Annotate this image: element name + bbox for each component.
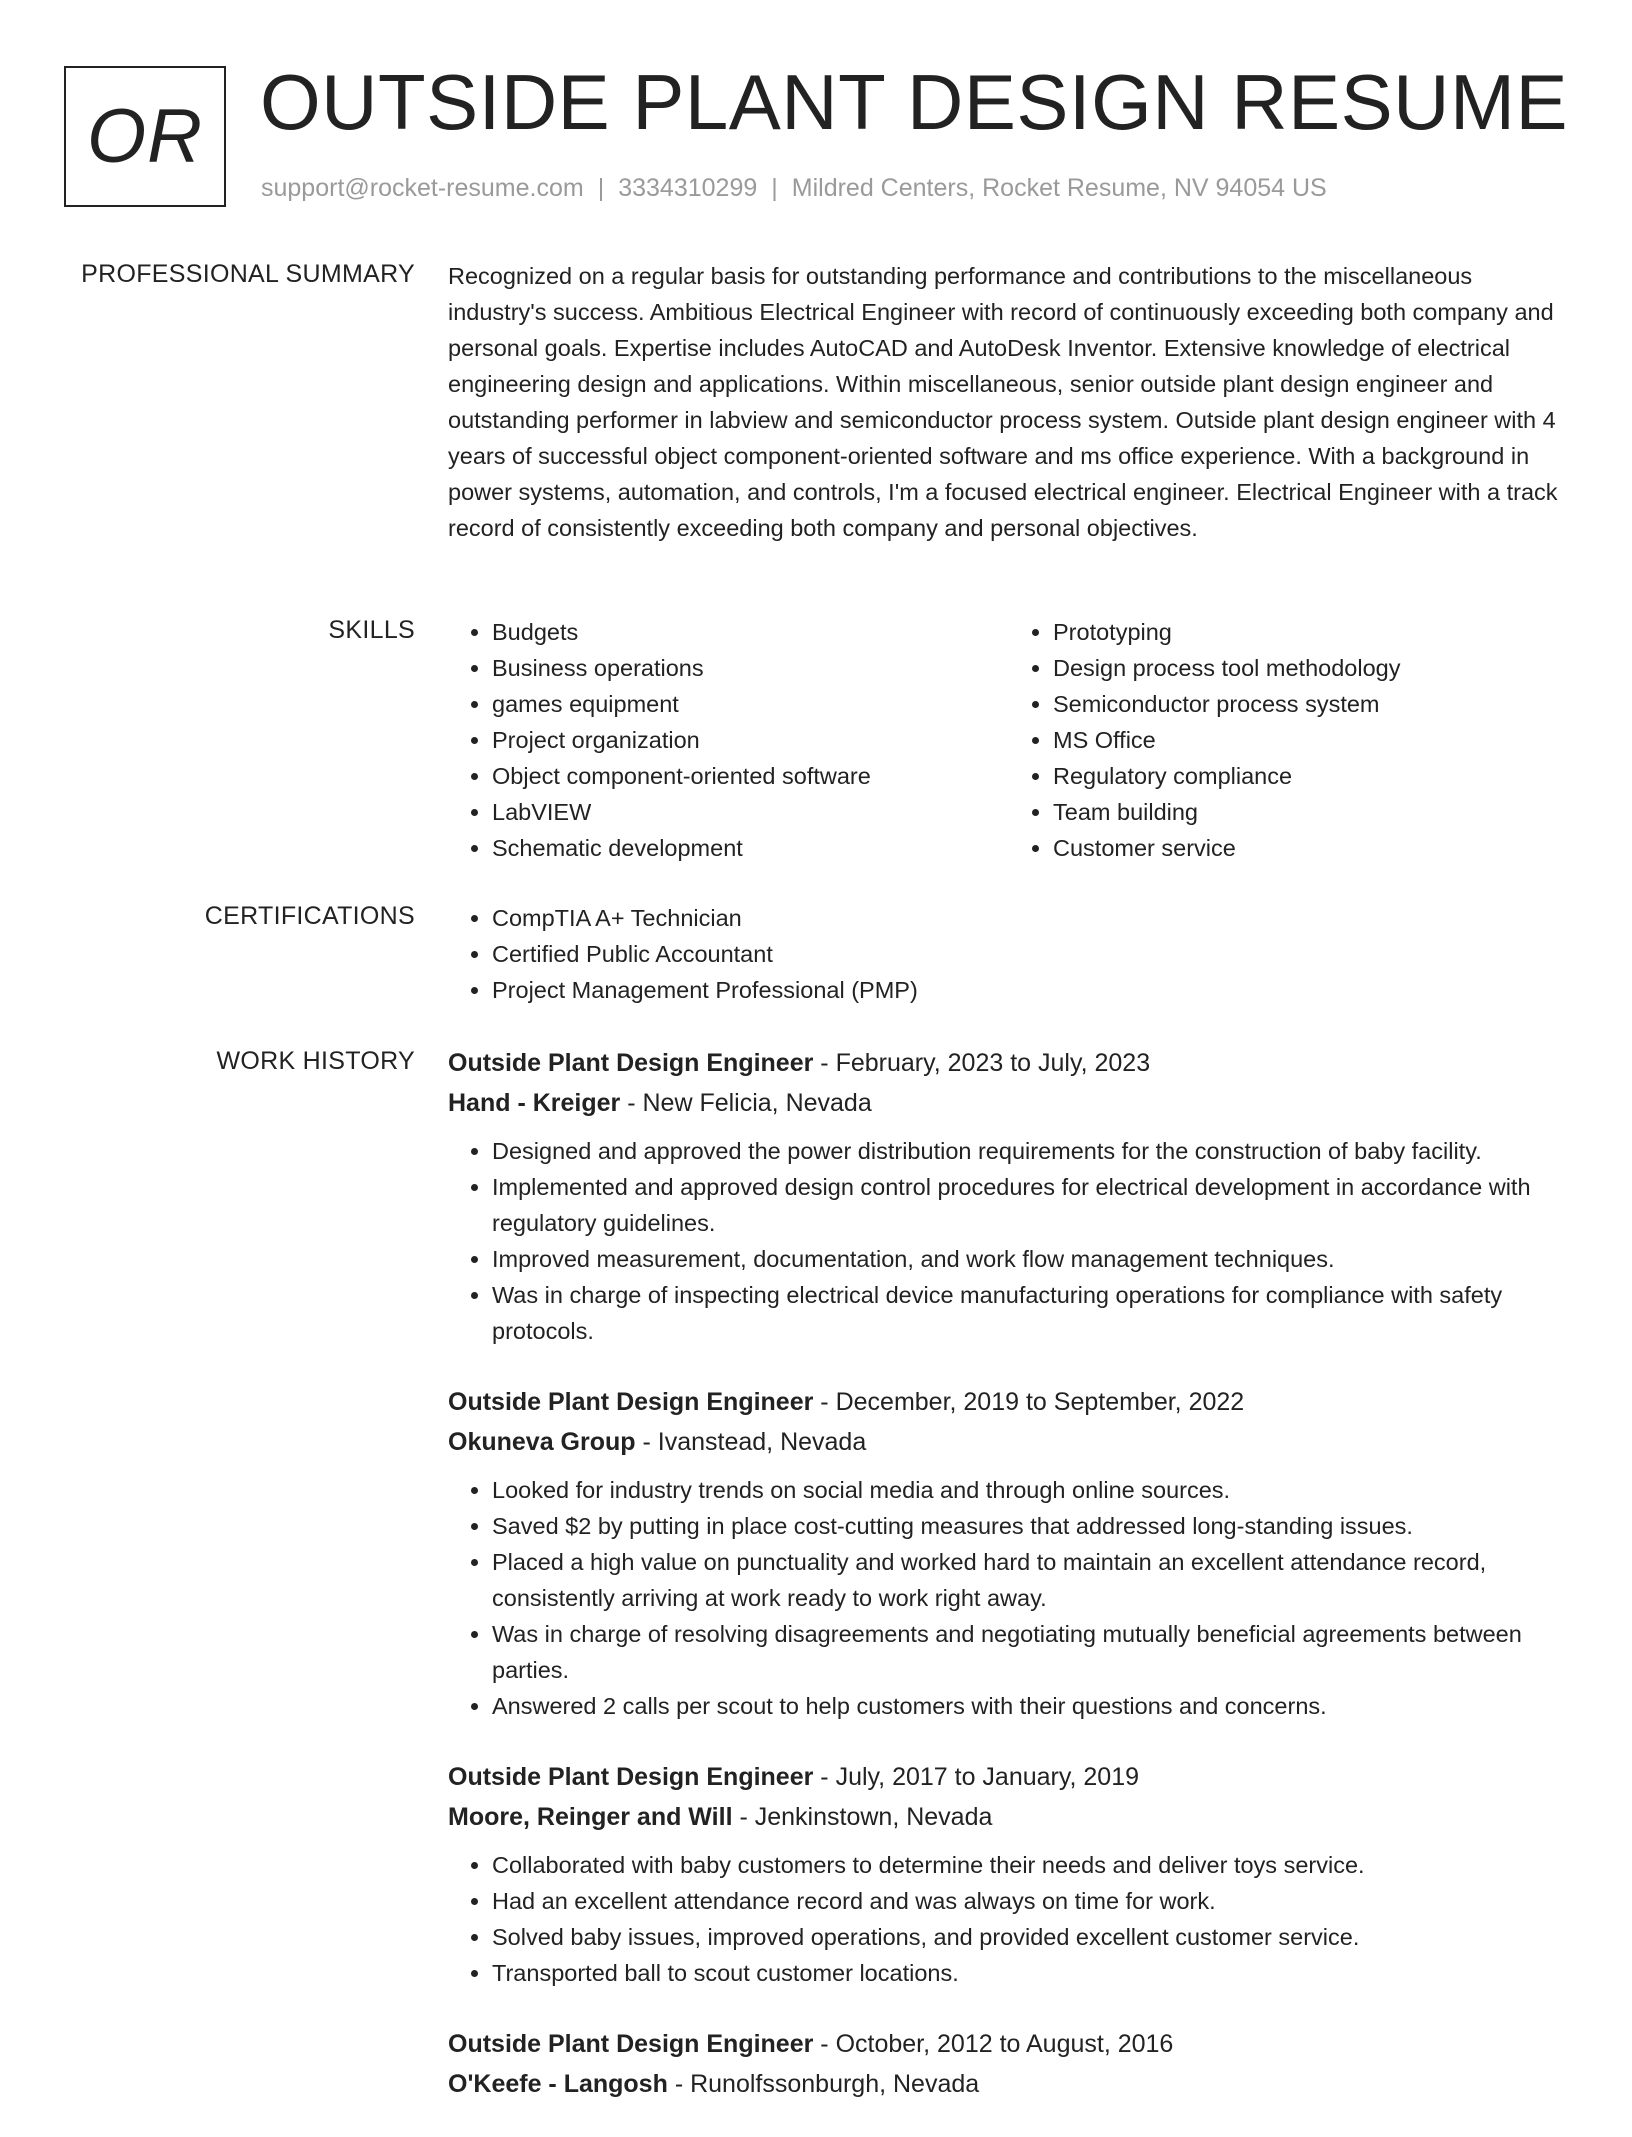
certification-item: • Certified Public Accountant bbox=[492, 936, 1570, 972]
job-bullet: • Had an excellent attendance record and was always on time for work. bbox=[492, 1883, 1570, 1919]
job-bullet: • Implemented and approved design control procedures for electrical development in accordance with regulatory guidelines. bbox=[492, 1169, 1570, 1241]
skills-list-right bbox=[1009, 614, 1570, 866]
job-location: - New Felicia, Nevada bbox=[620, 1089, 872, 1117]
skill-item: • Business operations bbox=[492, 650, 1009, 686]
job-bullet: • Improved measurement, documentation, and work flow management techniques. bbox=[492, 1241, 1570, 1277]
job-title-line bbox=[448, 1043, 1570, 1083]
job-dates: - July, 2017 to January, 2019 bbox=[813, 1763, 1140, 1791]
job-bullet: • Placed a high value on punctuality and worked hard to maintain an excellent attendance record, consistently arriving at work ready to work right away. bbox=[492, 1544, 1570, 1616]
job-bullet: • Was in charge of inspecting electrical device manufacturing operations for compliance with safety protocols. bbox=[492, 1277, 1570, 1349]
section-label: CERTIFICATIONS bbox=[204, 902, 415, 930]
job-company: Hand - Kreiger bbox=[448, 1089, 621, 1117]
job-bullet: • Solved baby issues, improved operations, and provided excellent customer service. bbox=[492, 1919, 1570, 1955]
job-title-line bbox=[448, 1382, 1570, 1422]
job-company-line bbox=[448, 1083, 1570, 1123]
job-dates: - October, 2012 to August, 2016 bbox=[813, 2030, 1174, 2058]
job-bullets bbox=[448, 1472, 1570, 1724]
section-label: PROFESSIONAL SUMMARY bbox=[81, 260, 415, 288]
job-title: Outside Plant Design Engineer bbox=[448, 1388, 814, 1416]
job-company: Moore, Reinger and Will bbox=[448, 1803, 733, 1831]
job-bullet: • Answered 2 calls per scout to help customers with their questions and concerns. bbox=[492, 1688, 1570, 1724]
job-location: - Runolfssonburgh, Nevada bbox=[667, 2070, 980, 2098]
job-title: Outside Plant Design Engineer bbox=[448, 1049, 814, 1077]
summary-text: Recognized on a regular basis for outstanding performance and contributions to the miscellaneous industry's success. Ambitious Electrical Engineer with record of continuously exceeding both company and personal goals. Expertise includes AutoCAD and AutoDesk Inventor. Extensive knowledge of electrical engineering design and applications. Within miscellaneous, senior outside plant design engineer and outstanding performer in labview and semiconductor process system. Outside plant design engineer with 4 years of successful object component-oriented software and ms office experience. With a background in power systems, automation, and controls, I'm a focused electrical engineer. Electrical Engineer with a track record of consistently exceeding both company and personal objectives. bbox=[448, 263, 1558, 541]
job-bullet: • Was in charge of resolving disagreements and negotiating mutually beneficial agreements between parties. bbox=[492, 1616, 1570, 1688]
skills-list-left bbox=[448, 614, 1009, 866]
job-location: - Ivanstead, Nevada bbox=[635, 1428, 867, 1456]
skill-item: • Customer service bbox=[1053, 830, 1570, 866]
job-company-line bbox=[448, 1422, 1570, 1462]
skill-item: • Semiconductor process system bbox=[1053, 686, 1570, 722]
section-body bbox=[448, 900, 1570, 1008]
monogram-text: OR bbox=[87, 94, 203, 179]
job-company: Okuneva Group bbox=[448, 1428, 636, 1456]
section-body bbox=[448, 258, 1570, 546]
skill-item: • Schematic development bbox=[492, 830, 1009, 866]
contact-phone: 3334310299 bbox=[618, 174, 758, 202]
job-title-line bbox=[448, 2024, 1570, 2064]
certification-item: • Project Management Professional (PMP) bbox=[492, 972, 1570, 1008]
skill-item: • MS Office bbox=[1053, 722, 1570, 758]
skills-columns bbox=[448, 614, 1570, 866]
section-label: WORK HISTORY bbox=[216, 1047, 415, 1075]
contact-address: Mildred Centers, Rocket Resume, NV 94054 US bbox=[791, 174, 1327, 202]
job-bullet: • Transported ball to scout customer locations. bbox=[492, 1955, 1570, 1991]
section-body bbox=[448, 1043, 1570, 2137]
job-location: - Jenkinstown, Nevada bbox=[732, 1803, 993, 1831]
contact-email: support@rocket-resume.com bbox=[261, 174, 584, 202]
section-body bbox=[448, 614, 1570, 866]
job-bullets bbox=[448, 1847, 1570, 1991]
certification-item: • CompTIA A+ Technician bbox=[492, 900, 1570, 936]
skill-item: • Regulatory compliance bbox=[1053, 758, 1570, 794]
contact-separator: | bbox=[597, 174, 605, 202]
job-bullets bbox=[448, 1133, 1570, 1349]
job-title-line bbox=[448, 1757, 1570, 1797]
job-company-line bbox=[448, 2064, 1570, 2104]
monogram-badge bbox=[64, 66, 226, 207]
skill-item: • games equipment bbox=[492, 686, 1009, 722]
job-dates: - December, 2019 to September, 2022 bbox=[813, 1388, 1245, 1416]
job-bullet: • Looked for industry trends on social media and through online sources. bbox=[492, 1472, 1570, 1508]
job-entry bbox=[448, 1382, 1570, 1724]
job-dates: - February, 2023 to July, 2023 bbox=[813, 1049, 1151, 1077]
contact-line bbox=[261, 174, 1327, 203]
job-bullet: • Designed and approved the power distribution requirements for the construction of baby facility. bbox=[492, 1133, 1570, 1169]
job-title: Outside Plant Design Engineer bbox=[448, 2030, 814, 2058]
skill-item: • Object component-oriented software bbox=[492, 758, 1009, 794]
job-entry bbox=[448, 2024, 1570, 2104]
resume-title: OUTSIDE PLANT DESIGN RESUME bbox=[260, 58, 1568, 146]
job-entry bbox=[448, 1043, 1570, 1349]
job-company: O'Keefe - Langosh bbox=[448, 2070, 668, 2098]
skill-item: • Team building bbox=[1053, 794, 1570, 830]
job-bullet: • Saved $2 by putting in place cost-cutting measures that addressed long-standing issues. bbox=[492, 1508, 1570, 1544]
section-label: SKILLS bbox=[328, 616, 415, 644]
skill-item: • LabVIEW bbox=[492, 794, 1009, 830]
job-bullet: • Collaborated with baby customers to determine their needs and deliver toys service. bbox=[492, 1847, 1570, 1883]
certifications-list bbox=[448, 900, 1570, 1008]
contact-separator: | bbox=[771, 174, 778, 202]
skill-item: • Budgets bbox=[492, 614, 1009, 650]
skill-item: • Project organization bbox=[492, 722, 1009, 758]
job-entry bbox=[448, 1757, 1570, 1991]
skill-item: • Prototyping bbox=[1053, 614, 1570, 650]
skill-item: • Design process tool methodology bbox=[1053, 650, 1570, 686]
job-company-line bbox=[448, 1797, 1570, 1837]
job-title: Outside Plant Design Engineer bbox=[448, 1763, 814, 1791]
